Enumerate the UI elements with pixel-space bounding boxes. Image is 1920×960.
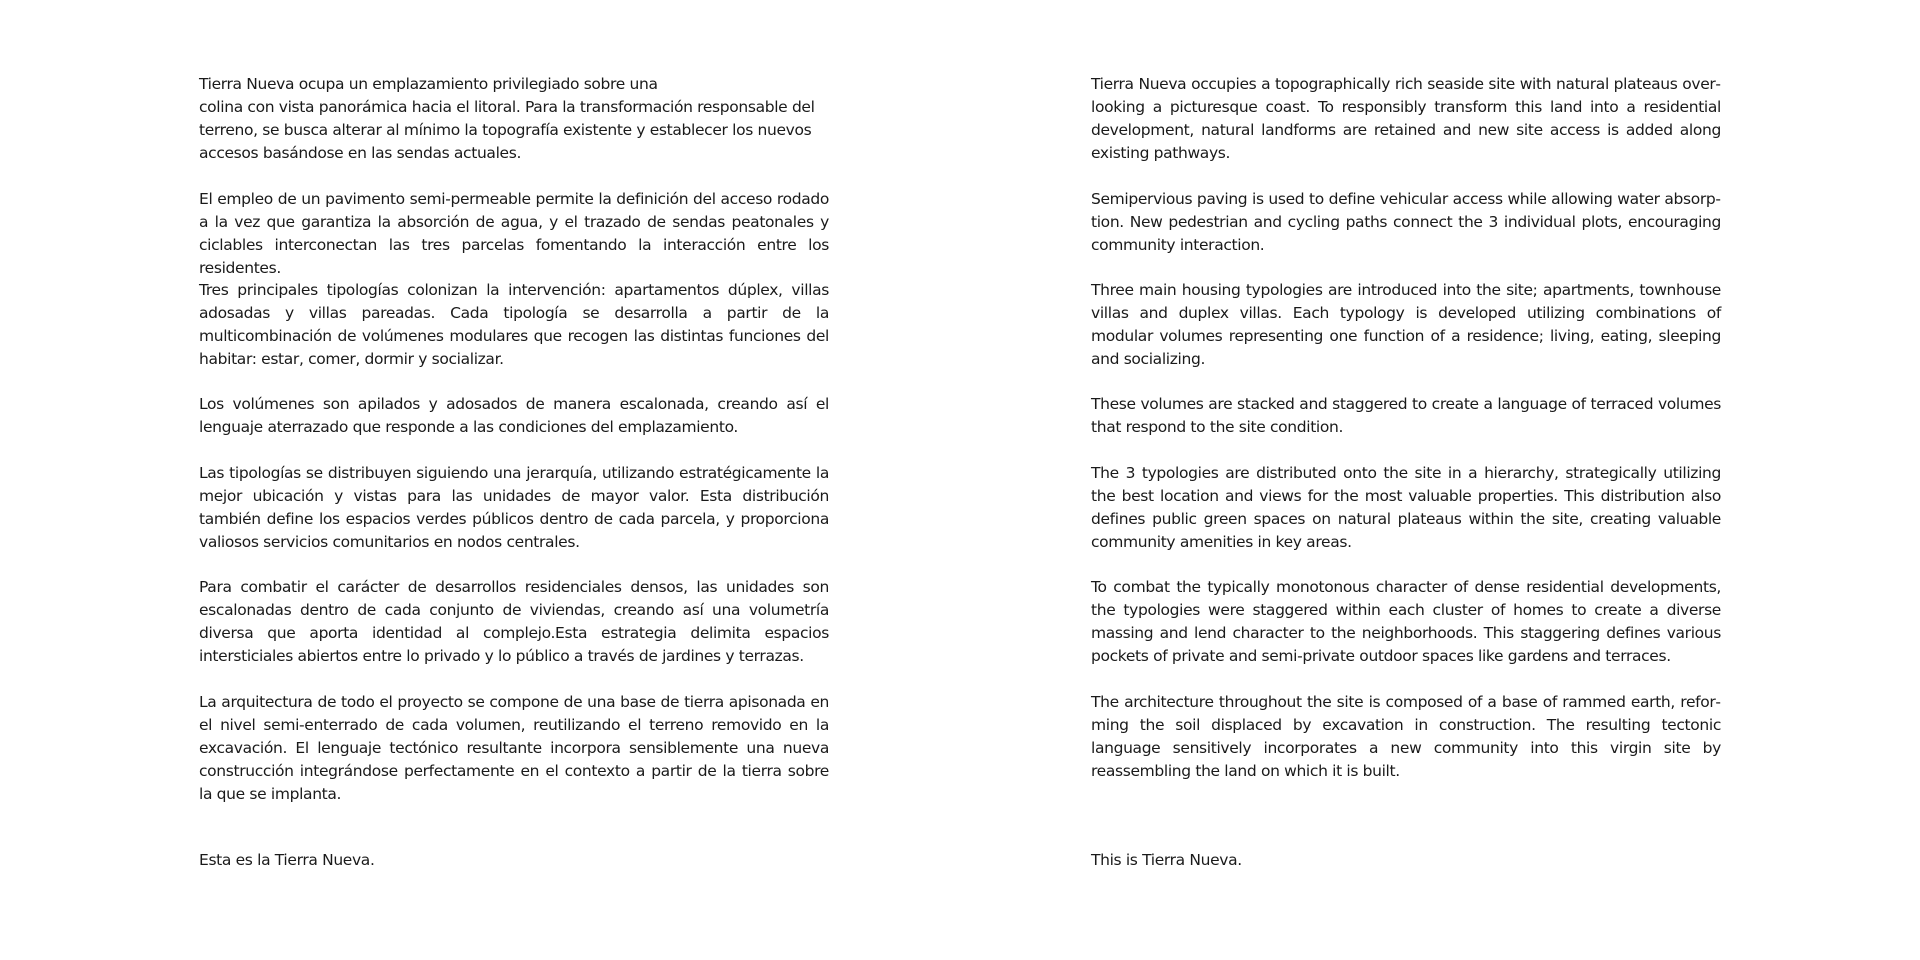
spanish-closing-line: Esta es la Tierra Nueva. [199, 851, 375, 869]
spanish-paragraph-4: Los volúmenes son apilados y adosados de manera escalonada, creando así el lenguaje aterrazado que responde a las condiciones del emplazamiento. [199, 395, 829, 436]
spanish-paragraph-6: Para combatir el carácter de desarrollos residenciales densos, las unidades son escalonadas dentro de cada conjunto de viviendas, creando así una volumetría diversa que aporta identidad al complejo.Esta estrategia delimita espacios intersticiales abiertos entre lo privado y lo público a través de jardines y terrazas. [199, 578, 829, 665]
spanish-paragraph-1: Tierra Nueva ocupa un emplazamiento privilegiado sobre una colina con vista panorámica hacia el litoral. Para la transformación responsable del terreno, se busca alterar al mínimo la topografía existente y establecer los nuevos accesos basándose en las sendas actuales. [199, 75, 815, 162]
english-text-column [1091, 71, 1721, 891]
english-paragraph-1: Tierra Nueva occupies a topographically rich seaside site with natural plateaus overlooking a picturesque coast. To responsibly transform this land into a residential development, natural landforms are retained and new site access is added along existing pathways. [1091, 75, 1721, 162]
spanish-paragraph-2: El empleo de un pavimento semi-permeable permite la definición del acceso rodado a la vez que garantiza la absorción de agua, y el trazado de sendas peatonales y ciclables interconectan las tres parcelas fomentando la interacción entre los residentes. [199, 190, 829, 277]
english-paragraph-7: The architecture throughout the site is composed of a base of rammed earth, reforming the soil displaced by excavation in construction. The resulting tectonic language sensitively incorporates a new community into this virgin site by reassembling the land on which it is built. [1091, 693, 1721, 780]
english-closing-line: This is Tierra Nueva. [1091, 851, 1242, 869]
english-paragraph-4: These volumes are stacked and staggered to create a language of terraced volumes that respond to the site condition. [1091, 395, 1721, 436]
english-paragraph-2: Semipervious paving is used to define vehicular access while allowing water absorption. New pedestrian and cycling paths connect the 3 individual plots, encouraging community interaction. [1091, 190, 1721, 254]
english-paragraph-5: The 3 typologies are distributed onto the site in a hierarchy, strategically utilizing the best location and views for the most valuable properties. This distribution also defines public green spaces on natural plateaus within the site, creating valuable community amenities in key areas. [1091, 464, 1721, 551]
english-paragraph-3: Three main housing typologies are introduced into the site; apartments, townhouse villas and duplex villas. Each typology is developed utilizing combinations of modular volumes representing one function of a residence; living, eating, sleeping and socializing. [1091, 281, 1721, 368]
spanish-paragraph-3: Tres principales tipologías colonizan la intervención: apartamentos dúplex, villas adosadas y villas pareadas. Cada tipología se desarrolla a partir de la multicombinación de volúmenes modulares que recogen las distintas funciones del habitar: estar, comer, dormir y socializar. [199, 281, 829, 368]
spanish-paragraph-7: La arquitectura de todo el proyecto se compone de una base de tierra apisonada en el nivel semi-enterrado de cada volumen, reutilizando el terreno removido en la excavación. El lenguaje tectónico resultante incorpora sensiblemente una nueva construcción integrándose perfectamente en el contexto a partir de la tierra sobre la que se implanta. [199, 693, 829, 803]
english-paragraph-6: To combat the typically monotonous character of dense residential developments, the typologies were staggered within each cluster of homes to create a diverse massing and lend character to the neighborhoods. This staggering defines various pockets of private and semi-private outdoor spaces like gardens and terraces. [1091, 578, 1721, 665]
spanish-text-column [199, 71, 829, 891]
spanish-paragraph-5: Las tipologías se distribuyen siguiendo una jerarquía, utilizando estratégicamente la mejor ubicación y vistas para las unidades de mayor valor. Esta distribución también define los espacios verdes públicos dentro de cada parcela, y proporciona valiosos servicios comunitarios en nodos centrales. [199, 464, 829, 551]
